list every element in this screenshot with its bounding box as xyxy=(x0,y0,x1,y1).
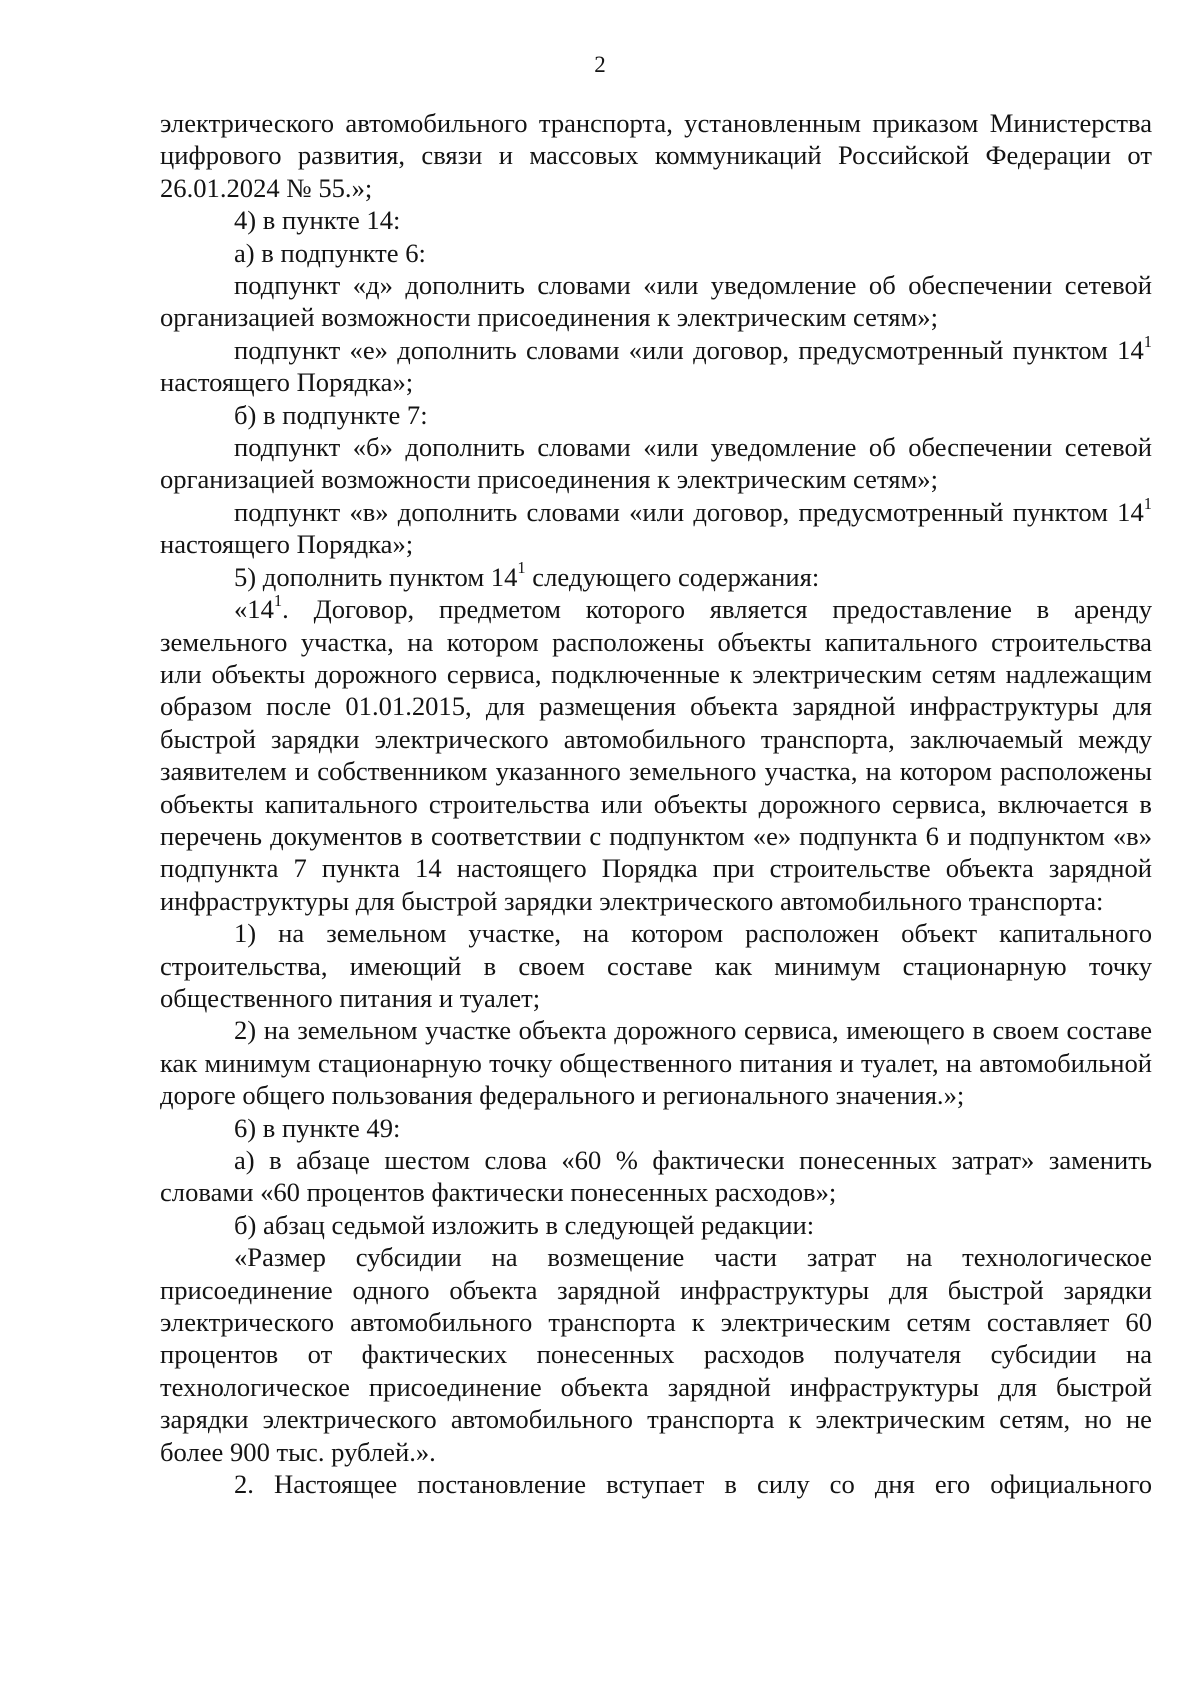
superscript: 1 xyxy=(273,590,283,610)
paragraph: подпункт «е» дополнить словами «или договор, предусмотренный пунктом $14^1$ настоящего Порядка»; xyxy=(160,331,1152,398)
paragraph: подпункт «д» дополнить словами «или уведомление об обеспечении сетевой организацией возможности присоединения к электрическим сетям»; xyxy=(160,270,1152,333)
paragraph: 5) дополнить пунктом $14^1$ следующего содержания: xyxy=(234,558,820,592)
document-body xyxy=(160,107,1152,1500)
paragraph: подпункт «в» дополнить словами «или договор, предусмотренный пунктом $14^1$ настоящего Порядка»; xyxy=(160,493,1152,560)
paragraph: 4) в пункте 14: xyxy=(234,205,401,236)
paragraph: б) в подпункте 7: xyxy=(234,399,428,430)
superscript: 1 xyxy=(517,558,526,578)
paragraph: 1) на земельном участке, на котором расположен объект капитального строительства, имеющий в своем составе как минимум стационарную точку общественного питания и туалет; xyxy=(160,918,1152,1013)
paragraph: б) абзац седьмой изложить в следующей редакции: xyxy=(234,1209,815,1240)
paragraph: «$14^1$. Договор, предметом которого является предоставление в аренду земельного участка, на котором расположены объекты капитального строительства или объекты дорожного сервиса, подключенные к электрическим сетям надлежащим образом после 01.01.2015, для размещения объекта зарядной инфраструктуры для быстрой зарядки электрического автомобильного транспорта, заключаемый между заявителем и собственником указанного земельного участка, на котором расположены объекты капитального строительства или объекты дорожного сервиса, включается в перечень документов в соответствии с подпунктом «е» подпункта 6 и подпунктом «в» подпункта 7 пункта 14 настоящего Порядка при строительстве объекта зарядной инфраструктуры для быстрой зарядки электрического автомобильного транспорта: xyxy=(160,590,1152,916)
paragraph: а) в абзаце шестом слова «60 % фактически понесенных затрат» заменить словами «60 процентов фактически понесенных расходов»; xyxy=(160,1145,1152,1208)
paragraph: 2. Настоящее постановление вступает в силу со дня его официального xyxy=(234,1469,1152,1500)
superscript: 1 xyxy=(1143,331,1152,351)
paragraph: 2) на земельном участке объекта дорожного сервиса, имеющего в своем составе как минимум стационарную точку общественного питания и туалет, на автомобильной дороге общего пользования федерального и регионального значения.»; xyxy=(160,1015,1152,1111)
paragraph: подпункт «б» дополнить словами «или уведомление об обеспечении сетевой организацией возможности присоединения к электрическим сетям»; xyxy=(160,432,1152,495)
paragraph: 6) в пункте 49: xyxy=(234,1112,401,1143)
superscript: 1 xyxy=(1143,493,1152,513)
paragraph: а) в подпункте 6: xyxy=(234,237,426,268)
paragraph: «Размер субсидии на возмещение части затрат на технологическое присоединение одного объекта зарядной инфраструктуры для быстрой зарядки электрического автомобильного транспорта к электрическим сетям составляет 60 процентов от фактических понесенных расходов получателя субсидии на технологическое присоединение объекта зарядной инфраструктуры для быстрой зарядки электрического автомобильного транспорта к электрическим сетям, но не более 900 тыс. рублей.». xyxy=(160,1242,1152,1467)
paragraph: электрического автомобильного транспорта, установленным приказом Министерства цифрового развития, связи и массовых коммуникаций Российской Федерации от 26.01.2024 № 55.»; xyxy=(160,108,1152,203)
page-number: 2 xyxy=(594,52,606,77)
